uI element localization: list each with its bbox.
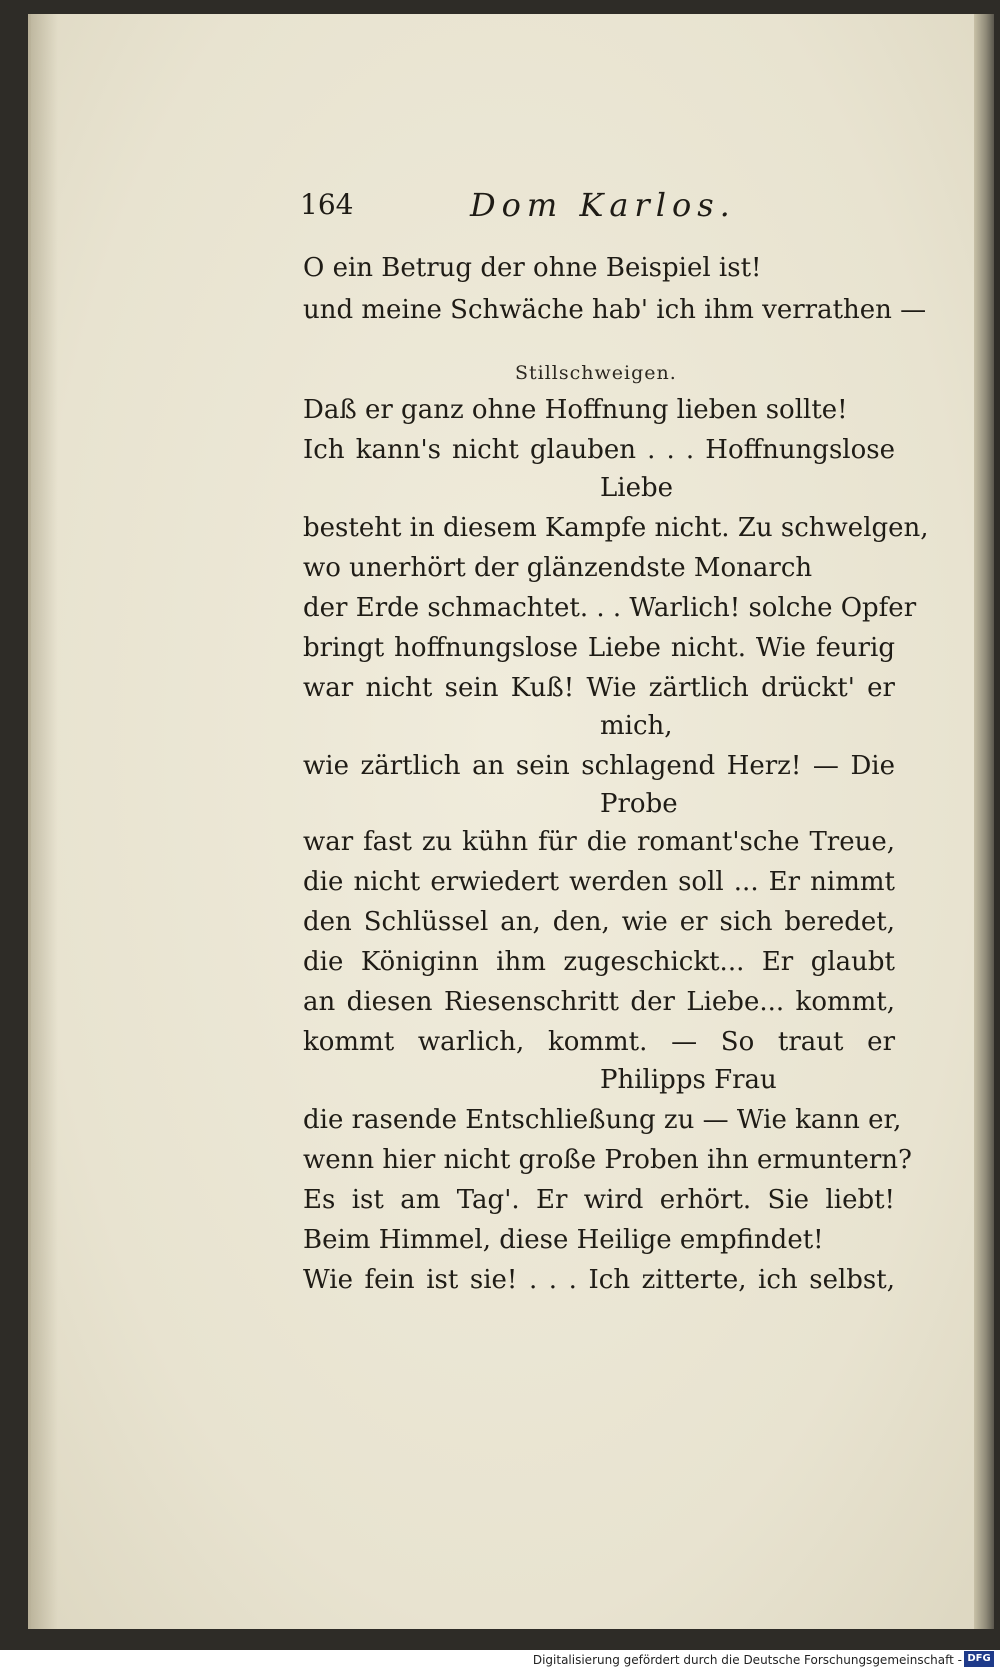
text-line-continuation: Probe <box>600 789 678 819</box>
text-line: Beim Himmel, diese Heilige empfindet! <box>303 1225 824 1255</box>
text-line: war nicht sein Kuß! Wie zärtlich drückt' er <box>303 673 895 703</box>
text-line: kommt warlich, kommt. — So traut er <box>303 1027 895 1057</box>
text-line: die rasende Entschließung zu — Wie kann er, <box>303 1105 902 1135</box>
text-line: wenn hier nicht große Proben ihn ermuntern? <box>303 1145 912 1175</box>
text-line: O ein Betrug der ohne Beispiel ist! <box>303 253 762 283</box>
text-line: war fast zu kühn für die romant'sche Treue, <box>303 827 895 857</box>
text-line: Es ist am Tag'. Er wird erhört. Sie liebt! <box>303 1185 895 1215</box>
text-line: wie zärtlich an sein schlagend Herz! — Die <box>303 751 895 781</box>
spine-shadow <box>28 14 58 1629</box>
text-line: besteht in diesem Kampfe nicht. Zu schwelgen, <box>303 513 929 543</box>
stage-direction: Stillschweigen. <box>515 362 677 384</box>
text-line: Daß er ganz ohne Hoffnung lieben sollte! <box>303 395 848 425</box>
dfg-logo: DFG <box>964 1651 994 1667</box>
text-line: den Schlüssel an, den, wie er sich beredet, <box>303 907 895 937</box>
text-line: Wie fein ist sie! . . . Ich zitterte, ich selbst, <box>303 1265 895 1295</box>
text-line: wo unerhört der glänzendste Monarch <box>303 553 813 583</box>
text-line: die Königinn ihm zugeschickt... Er glaubt <box>303 947 895 977</box>
text-line: Ich kann's nicht glauben . . . Hoffnungslose <box>303 435 895 465</box>
footer-credit: Digitalisierung gefördert durch die Deutsche Forschungsgemeinschaft - <box>532 1653 962 1667</box>
text-line: und meine Schwäche hab' ich ihm verrathen — <box>303 295 927 325</box>
page-edge <box>974 14 994 1629</box>
text-line: bringt hoffnungslose Liebe nicht. Wie feurig <box>303 633 895 663</box>
page-number: 164 <box>300 188 354 221</box>
text-line-continuation: Philipps Frau <box>600 1065 777 1095</box>
text-line: die nicht erwiedert werden soll ... Er nimmt <box>303 867 895 897</box>
text-line: an diesen Riesenschritt der Liebe... kommt, <box>303 987 895 1017</box>
running-head: Dom Karlos. <box>470 186 736 224</box>
text-line-continuation: Liebe <box>600 473 673 503</box>
text-line-continuation: mich, <box>600 711 673 741</box>
text-line: der Erde schmachtet. . . Warlich! solche Opfer <box>303 593 917 623</box>
